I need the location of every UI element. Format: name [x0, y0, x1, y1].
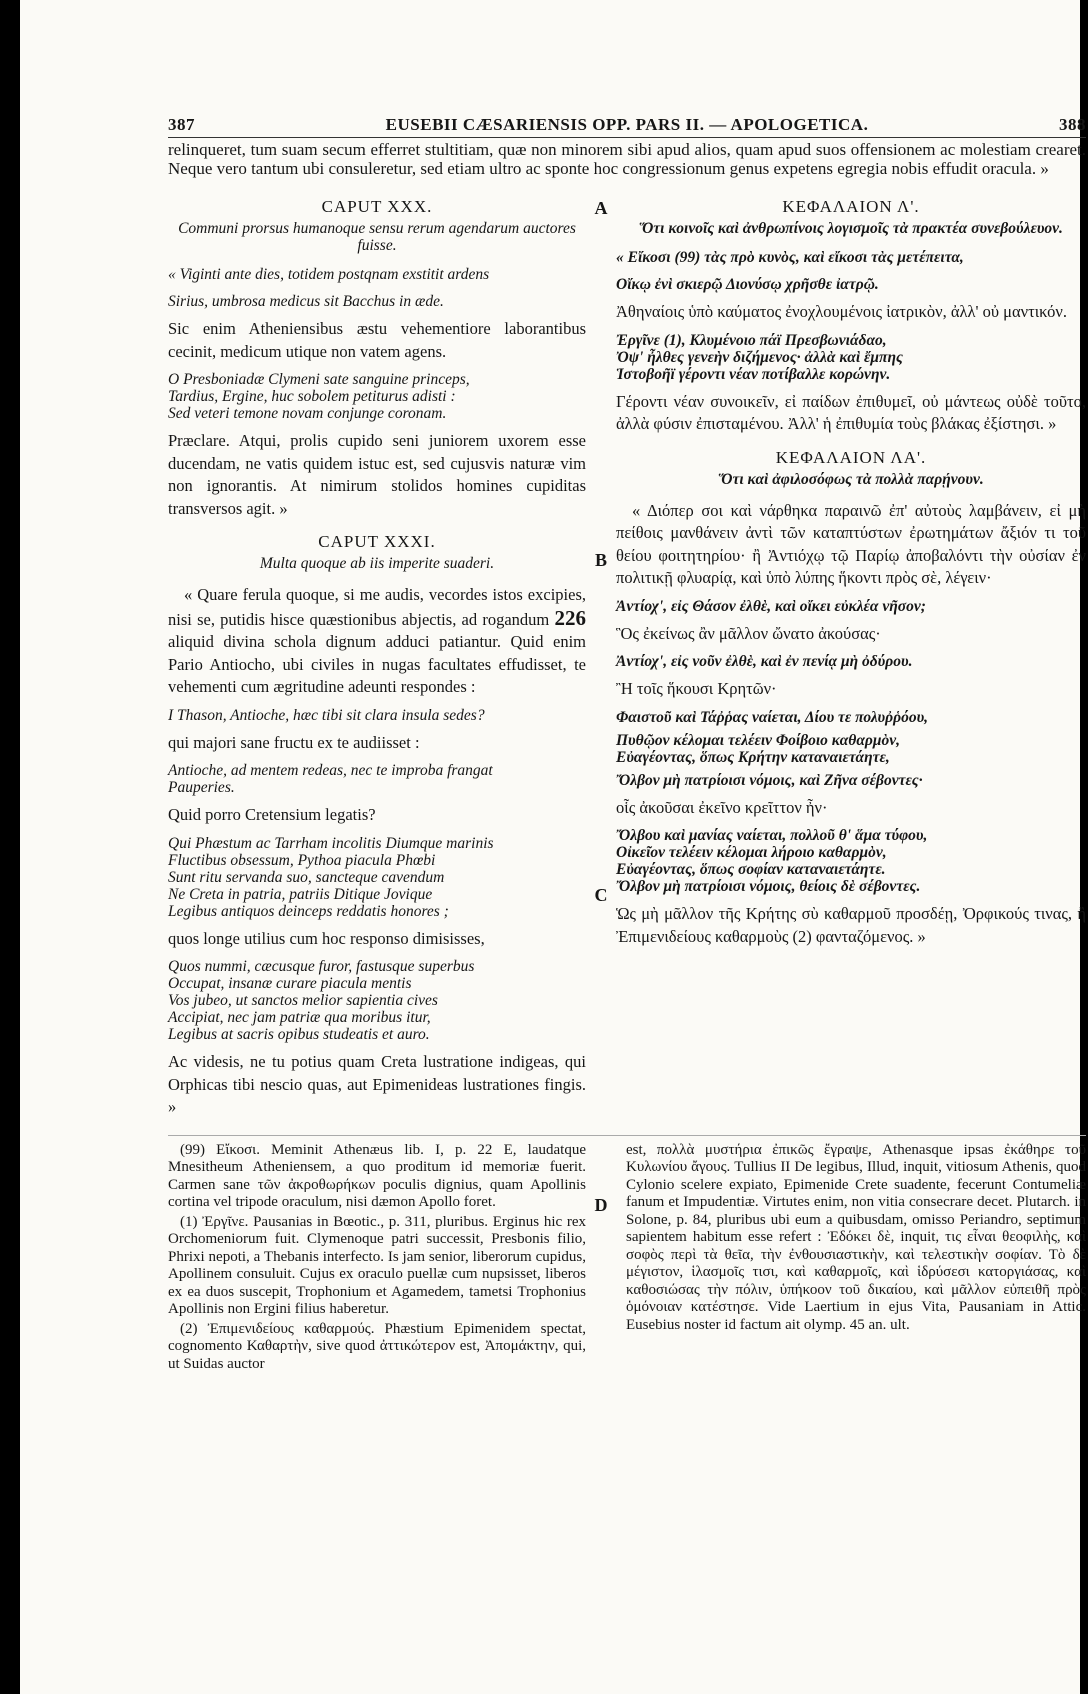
- marker-c: C: [594, 885, 608, 905]
- greek-paragraph: Ὃς ἐκείνως ἂν μᾶλλον ὤνατο ἀκούσας·: [616, 623, 881, 643]
- verse-line: Vos jubeo, ut sanctos melior sapientia cives: [168, 992, 438, 1009]
- footnote-continuation: est, πολλὰ μυστήρια ἐπικῶς ἔγραψε, Athenasque ipsas ἐκάθηρε τοῦ Κυλωνίου ἄγους. Tullius II De legibus, Illud, inquit, vitiosum Athenis, quod Cylonio scelere expiato, Epimenide Crete suadente, fecerunt Contumeliæ fanum et Impudentiæ. Virtutes enim, non vitia consecrare decet. Plutarch. in Solone, p. 84, pluribus ubi eum a quibusdam, omisso Periandro, septimum sapientem habitum esse refert : Ἐδόκει δὲ, inquit, τις εἶναι θεοφιλὴς, καὶ σοφὸς περὶ τὰ θεῖα, τὴν ἐνθουσιαστικὴν, καὶ τελεστικὴν σοφίαν. Τὸ δὲ μέγιστον, ἱλασμοῖς τισι, καὶ καθαρμοῖς, καὶ ἱδρύσεσι κατοργιάσας, καὶ καθοσιώσας τὴν πόλιν, ὑπήκοον τοῦ δικαίου, καὶ μᾶλλον εὐπειθῆ πρὸς ὁμόνοιαν κατέστησε. Vide Laertium in ejus Vita, Pausaniam in Attic. Eusebius noster id factum ait olymp. 45 an. ult.: [626, 1141, 1086, 1333]
- greek-verse-antioche: [616, 653, 1086, 670]
- caput-31-summary: Multa quoque ab iis imperite suaderi.: [259, 555, 495, 572]
- footnotes: [168, 1135, 1086, 1376]
- verse-line: Ὄλβον μὴ πατρίοισι νόμοις, καὶ Ζῆνα σέβοντες·: [616, 771, 923, 789]
- latin-paragraph: Quid porro Cretensium legatis?: [168, 805, 376, 824]
- verse-line: Accipiat, nec jam patriæ qua moribus itur,: [168, 1009, 431, 1026]
- marker-a: A: [594, 198, 608, 218]
- verse-line: Ne Creta in patria, patriis Ditique Jovique: [168, 885, 433, 903]
- caput-31-heading: CAPUT XXXI.: [318, 532, 436, 551]
- verse-line: Πυθῷον κέλομαι τελέειν Φοίβοιο καθαρμὸν,: [616, 731, 901, 749]
- verse-line: Εὐαγέοντας, ὅπως σοφίαν καταναιετάητε.: [616, 861, 886, 878]
- greek-paragraph: Ἢ τοῖς ἥκουσι Κρητῶν·: [616, 679, 777, 698]
- latin-paragraph: qui majori sane fructu ex te audiisset :: [168, 732, 420, 752]
- page-number-left: 387: [168, 115, 195, 134]
- footnote-2: (2) Ἐπιμενιδείους καθαρμούς. Phæstium Epimenidem spectat, cognomento Καθαρτὴν, sive quod ἀττικώτερον est, Ἀπομάκτην, qui, ut Suidas auctor: [168, 1320, 586, 1372]
- verse-line: Εὐαγέοντας, ὅπως Κρήτην καταναιετάητε,: [616, 748, 890, 766]
- latin-paragraph: Ac videsis, ne tu potius quam Creta lustratione indigeas, qui Orphicas tibi nescio quas, aut Epimenideas lustrationes fingis. »: [168, 1052, 586, 1116]
- verse-line: Occupat, insanæ curare piacula mentis: [168, 975, 412, 992]
- page-body: [168, 115, 1086, 1375]
- caput-30-heading: CAPUT XXX.: [321, 197, 433, 216]
- greek-paragraph: « Διόπερ σοι καὶ νάρθηκα παραινῶ ἐπ' αὐτοὺς λαμβάνειν, εἰ μὴ πείθοις μανθάνειν ἀντὶ τῶν καταπτύστων ἐρωτημάτων ἄξιόν τι τοῦ θείου φοιτητηρίου· ἢ Ἀντιόχῳ τῷ Παρίῳ ἀποβαλόντι τὴν οὐσίαν ἐν πολιτικῇ φλυαρίᾳ, καὶ ὑπὸ λύπης ἥκοντι πρὸς σὲ, λέγειν·: [616, 500, 1086, 587]
- verse-line: Sunt ritu servanda suo, sancteque cavendum: [168, 868, 445, 886]
- verse-line: O Presboniadæ Clymeni sate sanguine princeps,: [168, 371, 470, 388]
- latin-verse-antioche: [168, 762, 586, 796]
- page-number-right: 388: [1059, 115, 1086, 134]
- verse-line: Ὀψ' ἦλθες γενεὴν διζήμενος· ἀλλὰ καὶ ἔμπης: [616, 348, 903, 366]
- greek-paragraph: Γέροντι νέαν συνοικεῖν, εἰ παίδων ἐπιθυμεῖ, οὐ μάντεως οὐδὲ τοῦτο, ἀλλὰ φύσιν ἐπισταμένου. Ἀλλ' ἡ ἐπιθυμία τοὺς βλάκας ἐξίστησι. »: [616, 391, 1086, 433]
- footnote-1: (1) Ἐργῖνε. Pausanias in Bœotic., p. 311, pluribus. Erginus hic rex Orchomeniorum fuit. Clymenoque patri successit, Presbonis filio, Phrixi nepoti, a Thebanis interfecto. Is jam senior, liberorum cupidus, Apollinem consuluit. Cujus ex oraculo puellæ cum nupsisset, liberos ex ea duos suscepit, Trophonium et Agamedem, tametsi Trophonius Apollinis non Ergini filius haberetur.: [168, 1213, 586, 1317]
- verse-line: Φαιστοῦ καὶ Τάῤῥας ναίεται, Δίου τε πολυῤῥόου,: [616, 708, 929, 726]
- kephalaion-31-summary: Ὅτι καὶ ἀφιλοσόφως τὰ πολλὰ παρῄνουν.: [718, 470, 984, 488]
- verse-line: Quos nummi, cæcusque furor, fastusque superbus: [168, 958, 475, 975]
- verse-line: Οἰκεῖον τελέειν κέλομαι λήροιο καθαρμὸν,: [616, 844, 887, 861]
- verse-line: Ὄλβου καὶ μανίας ναίεται, πολλοῦ θ' ἅμα τύφου,: [616, 827, 928, 844]
- latin-verse-phaestum: [168, 835, 586, 920]
- greek-verse-olbou: [616, 827, 1086, 895]
- scanned-page: [20, 0, 1086, 1694]
- latin-verse-sirius: [168, 266, 586, 310]
- verse-line: I Thason, Antioche, hæc tibi sit clara insula sedes?: [168, 706, 485, 724]
- latin-column: [168, 195, 586, 1119]
- latin-paragraph: [168, 584, 586, 699]
- latin-verse-ergine: [168, 371, 586, 422]
- verse-line: Pauperies.: [168, 779, 235, 796]
- running-title: EUSEBII CÆSARIENSIS OPP. PARS II. — APOLOGETICA.: [385, 115, 869, 134]
- verse-line: Fluctibus obsessum, Pythoa piacula Phœbi: [168, 851, 436, 869]
- verse-line: Οἴκῳ ἐνὶ σκιερῷ Διονύσῳ χρῆσθε ἰατρῷ.: [616, 276, 879, 293]
- greek-verse-phaistou: [616, 709, 1086, 789]
- text-run: « Quare ferula quoque, si me audis, vecordes istos excipies, nisi se, putidis hisce quæstionibus abjectis, ad rogandum: [168, 585, 586, 629]
- running-head: [168, 115, 1086, 138]
- verse-line: Tardius, Ergine, huc sobolem petiturus adisti :: [168, 388, 456, 405]
- verse-line: Sed veteri temone novam conjunge coronam.: [168, 405, 447, 422]
- greek-verse-ergine: [616, 332, 1086, 383]
- greek-paragraph: Ἀθηναίοις ὑπὸ καύματος ἐνοχλουμένοις ἰατρικὸν, ἀλλ' οὐ μαντικόν.: [616, 302, 1067, 321]
- verse-line: Ἀντίοχ', εἰς νοῦν ἐλθὲ, καὶ ἐν πενίᾳ μὴ ὀδύρου.: [616, 653, 913, 670]
- verse-line: Legibus antiquos deinceps reddatis honores ;: [168, 902, 449, 920]
- marker-d: D: [594, 1195, 608, 1215]
- lead-paragraph: relinqueret, tum suam secum efferret stultitiam, quæ non minorem sibi apud alios, quam apud suos offensionem ac molestiam crearet. Neque vero tantum ubi consuleretur, sed etiam ultro ac sponte hoc congressionum genus expetens egregia nobis effudit oracula. »: [168, 140, 1086, 178]
- greek-column: [616, 195, 1086, 1119]
- kephalaion-30-heading: ΚΕΦΑΛΑΙΟΝ Λ'.: [782, 197, 920, 216]
- footnote-99: (99) Εἴκοσι. Meminit Athenæus lib. I, p. 22 E, laudatque Mnesitheum Atheniensem, a quo proditum id memoriæ fuerit. Carmen sane τῶν ἀκροθωρήκων poculis dignius, quam Apollinis cortina vel tripode oraculum, nisi dæmon Apollo foret.: [168, 1141, 586, 1210]
- verse-line: Ἀντίοχ', εἰς Θάσον ἐλθὲ, καὶ οἴκει εὐκλέα νῆσον;: [616, 597, 926, 615]
- greek-paragraph: οἷς ἀκοῦσαι ἐκεῖνο κρεῖττον ἦν·: [616, 797, 828, 817]
- margin-markers: [586, 195, 616, 1215]
- marker-b: B: [594, 550, 607, 570]
- greek-paragraph: Ὡς μὴ μᾶλλον τῆς Κρήτης σὺ καθαρμοῦ προσδέῃ, Ὀρφικούς τινας, ἢ Ἐπιμενιδείους καθαρμοὺς (2) φανταζόμενος. »: [616, 904, 1086, 946]
- greek-verse-thason: [616, 598, 1086, 615]
- kephalaion-31-heading: ΚΕΦΑΛΑΙΟΝ ΛΑ'.: [775, 447, 927, 467]
- verse-line: « Viginti ante dies, totidem postqnam exstitit ardens: [168, 266, 490, 283]
- verse-line: Ὄλβον μὴ πατρίοισι νόμοις, θείοις δὲ σέβοντες.: [616, 878, 921, 895]
- verse-line: « Εἴκοσι (99) τὰς πρὸ κυνὸς, καὶ εἴκοσι τὰς μετέπειτα,: [616, 249, 964, 266]
- latin-paragraph: quos longe utilius cum hoc responso dimisisses,: [168, 928, 485, 948]
- verse-line: Antioche, ad mentem redeas, nec te improba frangat: [168, 762, 493, 779]
- latin-paragraph: Præclare. Atqui, prolis cupido seni juniorem uxorem esse ducendam, ne vatis quidem istuc est, sed cujusvis naturæ vim non ignorantis. At nimirum stolidos homines cupiditas transversos agit. »: [168, 431, 586, 518]
- caput-30-summary: Communi prorsus humanoque sensu rerum agendarum auctores fuisse.: [178, 220, 576, 254]
- original-page-number: 226: [554, 605, 586, 630]
- verse-line: Legibus at sacris opibus studeatis et auro.: [168, 1026, 430, 1043]
- latin-verse-thason: [168, 707, 586, 724]
- verse-line: Ἱστοβοῆϊ γέροντι νέαν ποτίβαλλε κορώνην.: [616, 365, 891, 383]
- verse-line: Sirius, umbrosa medicus sit Bacchus in æde.: [168, 293, 444, 310]
- latin-verse-nummi: [168, 958, 586, 1043]
- text-run: aliquid divina schola dignum adduci patiantur. Quid enim Pario Antiocho, ubi civiles in nugas facultates effudisset, te vehementi cum ægritudine adeunti respondes :: [168, 632, 586, 696]
- verse-line: Qui Phæstum ac Tarrham incolitis Diumque marinis: [168, 834, 494, 852]
- kephalaion-30-summary: Ὅτι κοινοῖς καὶ ἀνθρωπίνοις λογισμοῖς τὰ πρακτέα συνεβούλευον.: [639, 220, 1063, 237]
- latin-paragraph: Sic enim Atheniensibus æstu vehementiore laborantibus cecinit, medicum utique non vatem agens.: [168, 319, 586, 361]
- greek-verse-eikosi: [616, 249, 1086, 293]
- footnotes-left: [168, 1142, 586, 1376]
- footnotes-right: [626, 1142, 1086, 1376]
- verse-line: Ἐργῖνε (1), Κλυμένοιο πάϊ Πρεσβωνιάδαο,: [616, 331, 887, 349]
